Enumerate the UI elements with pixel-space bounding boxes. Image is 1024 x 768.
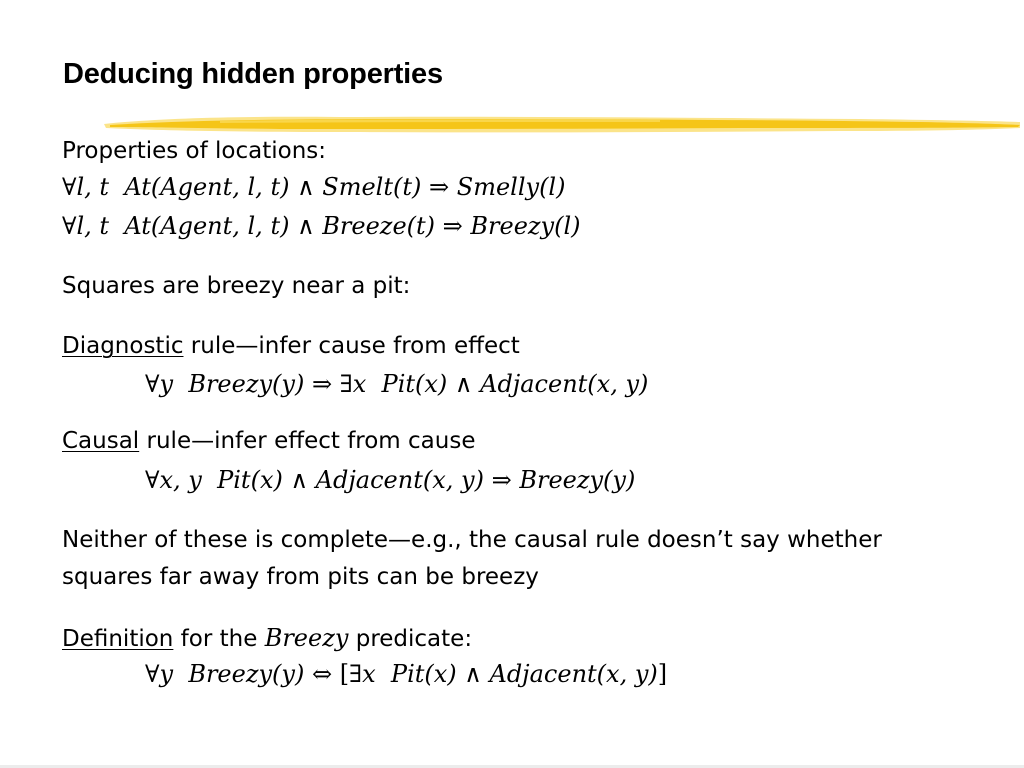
properties-heading: Properties of locations: (62, 138, 327, 164)
breezy-predicate: Breezy (264, 624, 349, 652)
definition-term: Definition (62, 626, 174, 652)
definition-formula: ∀y Breezy(y) ⇔ [∃x Pit(x) ∧ Adjacent(x, y)] (145, 660, 668, 688)
highlighter-stroke (100, 104, 1024, 140)
neither-line-2: squares far away from pits can be breezy (62, 564, 539, 590)
squares-breezy-text: Squares are breezy near a pit: (62, 273, 411, 299)
causal-description: rule—infer effect from cause (139, 428, 476, 454)
smelly-formula: ∀l, t At(Agent, l, t) ∧ Smelt(t) ⇒ Smelly(l) (62, 173, 566, 201)
causal-heading (62, 428, 475, 454)
causal-term: Causal (62, 428, 140, 454)
diagnostic-description: rule—infer cause from effect (183, 333, 520, 359)
breezy-formula: ∀l, t At(Agent, l, t) ∧ Breeze(t) ⇒ Breezy(l) (62, 212, 581, 240)
slide-title: Deducing hidden properties (63, 58, 443, 90)
diagnostic-formula: ∀y Breezy(y) ⇒ ∃x Pit(x) ∧ Adjacent(x, y) (145, 370, 649, 398)
diagnostic-heading (62, 333, 520, 359)
causal-formula: ∀x, y Pit(x) ∧ Adjacent(x, y) ⇒ Breezy(y) (145, 466, 636, 494)
definition-heading: Definition for the Breezy predicate: (62, 624, 473, 652)
diagnostic-term: Diagnostic (62, 333, 184, 359)
neither-line-1: Neither of these is complete—e.g., the causal rule doesn’t say whether (62, 527, 882, 553)
